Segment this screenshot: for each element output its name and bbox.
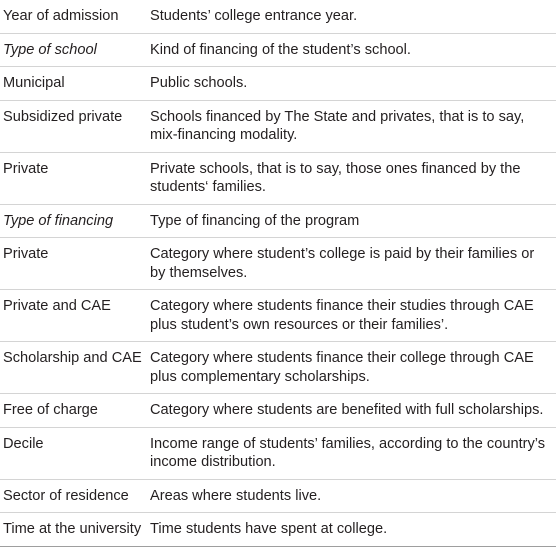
term-cell: Municipal: [3, 75, 65, 91]
table-row: [0, 480, 556, 514]
table-row: [0, 205, 556, 239]
table-row: [0, 67, 556, 101]
table-row: [0, 0, 556, 34]
table-row: [0, 342, 556, 394]
table-row: [0, 290, 556, 342]
definition-cell: Schools financed by The State and privates, that is to say, mix-financing modality.: [150, 108, 525, 143]
definition-cell: Type of financing of the program: [150, 212, 360, 229]
definition-cell: Category where students finance their studies through CAE plus student’s own resources or their families’.: [150, 298, 534, 333]
term-cell: Private and CAE: [3, 298, 111, 314]
term-cell: Private: [3, 246, 49, 262]
table-row: [0, 394, 556, 428]
table-row: [0, 101, 556, 153]
definition-cell: Students’ college entrance year.: [150, 8, 358, 24]
term-cell: Sector of residence: [3, 487, 129, 504]
definition-cell: Public schools.: [150, 75, 248, 91]
term-cell: Scholarship and CAE: [3, 350, 142, 366]
table-row: [0, 34, 556, 68]
term-cell: Subsidized private: [3, 108, 123, 125]
term-cell: Decile: [3, 435, 44, 452]
term-cell: Type of financing: [3, 212, 114, 229]
term-cell: Year of admission: [3, 8, 119, 24]
term-cell: Time at the university: [3, 521, 142, 537]
definition-cell: Category where students are benefited with full scholarships.: [150, 402, 544, 418]
table-row: [0, 238, 556, 290]
term-cell: Private: [3, 160, 49, 177]
term-cell: Type of school: [3, 41, 97, 58]
table-row: [0, 513, 556, 547]
definition-cell: Kind of financing of the student’s school.: [150, 41, 411, 58]
term-cell: Free of charge: [3, 402, 98, 418]
table-row: [0, 153, 556, 205]
table-row: [0, 428, 556, 480]
definition-cell: Category where student’s college is paid by their families or by themselves.: [150, 246, 535, 281]
definition-cell: Areas where students live.: [150, 487, 322, 504]
definition-cell: Category where students finance their college through CAE plus complementary scholarships.: [150, 350, 534, 385]
definition-cell: Income range of students’ families, according to the country’s income distribution.: [150, 435, 546, 470]
definition-cell: Time students have spent at college.: [150, 521, 388, 537]
definition-cell: Private schools, that is to say, those ones financed by the students‘ families.: [150, 160, 521, 195]
